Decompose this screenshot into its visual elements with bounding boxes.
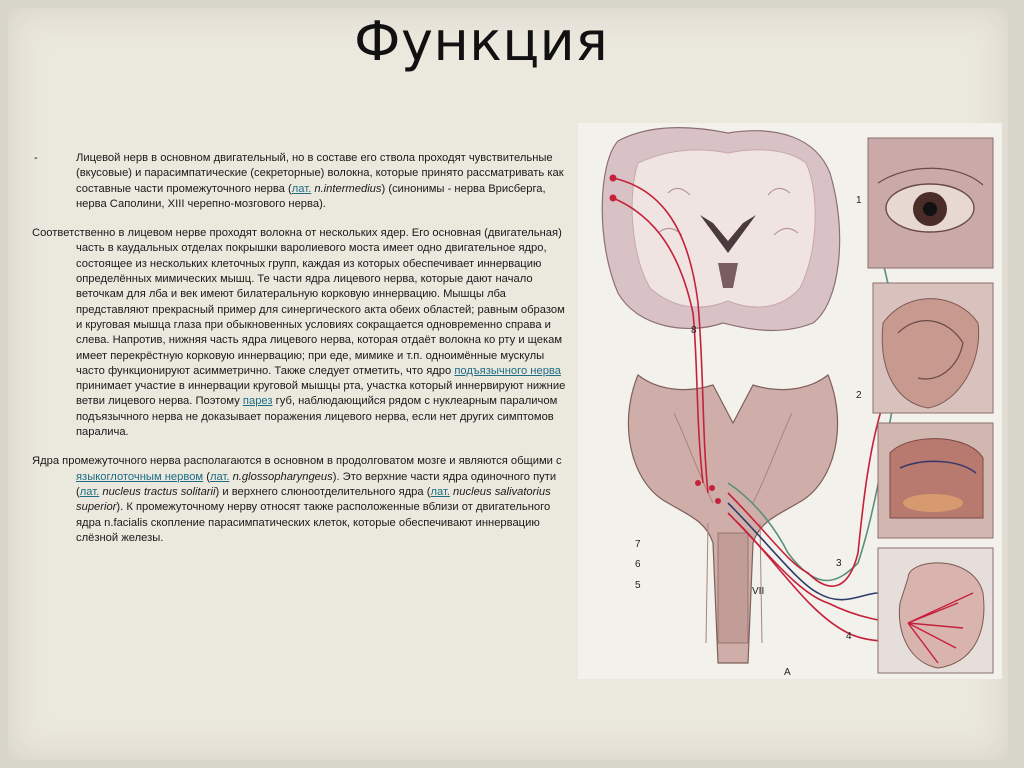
paragraph-1: - Лицевой нерв в основном двигательный, но в составе его ствола проходят чувствительные (вкусовые) и парасимпатические (секреторные) волокна, которые принято рассматривать как составные части промежуточного нерва (лат. n.intermedius) (синонимы - нерва Врисберга, нерва Саполини, XIII черепно-мозгового нерва). — [34, 152, 564, 210]
paragraph-3: Ядра промежуточного нерва располагаются в основном в продолговатом мозге и являются общими с языкоглоточным нервом (лат. n.glossopharyngeus). Это верхние части ядра одиночного пути (лат. nucleus tractus solitarii) и верхнего слюноотделительного ядра (лат. nucleus salivatorius superior). К промежуточному нерву относят также расположенные вблизи от двигательного ядра n.facialis скопление парасимпатических клеток, которые обеспечивают иннервацию слёзной железы. — [32, 455, 562, 544]
bullet: - — [34, 152, 38, 164]
label-7: 7 — [635, 539, 641, 550]
label-8: 8 — [691, 325, 697, 336]
anatomy-illustration — [578, 123, 1002, 679]
slide — [8, 8, 1008, 760]
glossopharyngeal-nerve-link[interactable]: языкоглоточным нервом — [76, 470, 204, 483]
label-3: 3 — [836, 558, 842, 569]
label-vii: VII — [752, 586, 765, 597]
body-text — [32, 151, 572, 560]
label-a: A — [784, 667, 791, 678]
eye-panel — [868, 138, 993, 268]
label-5: 5 — [635, 580, 641, 591]
lat-link[interactable]: лат. — [79, 485, 100, 498]
label-4: 4 — [846, 631, 852, 642]
lat-link[interactable]: лат. — [209, 470, 230, 483]
slide-title: Функция — [354, 10, 609, 73]
hypoglossal-nerve-link[interactable]: подъязычного нерва — [454, 364, 561, 377]
label-2: 2 — [856, 390, 862, 401]
lat-link[interactable]: лат. — [430, 485, 450, 498]
label-1: 1 — [856, 195, 862, 206]
facial-nerve-anatomy-figure — [578, 123, 1002, 679]
tongue-panel — [878, 423, 993, 538]
paresis-link[interactable]: парез — [242, 395, 273, 408]
ear-panel — [873, 283, 993, 413]
brain-section — [602, 128, 839, 331]
label-6: 6 — [635, 559, 641, 570]
paragraph-2: Соответственно в лицевом нерве проходят волокна от нескольких ядер. Его основная (двигательная) часть в каудальных отделах покрышки варолиевого моста имеет одно двигательное ядро, состоящее из нескольких клеточных групп, каждая из которых обеспечивает иннервацию определённых мимических мышц. Те части ядра лицевого нерва, которые дают начало веточкам для лба и век имеют билатеральную корковую иннервацию. Мышцы лба представляют прекрасный пример для синергического акта обеих областей; равным образом и круговая мышца глаза при обыкновенных условиях сокращается одновременно справа и слева. Напротив, нижняя часть ядра лицевого нерва, которая отдаёт волокна ко рту и щекам имеет перекрёстную корковую иннервацию; при еде, мимике и т.п. одноимённые мускулы часто функционируют асимметрично. Также следует отметить, что ядро подъязычного нерва принимает участие в иннервации круговой мышцы рта, участка который иннервируют нижние ветви лицевого нерва. Поэтому парез губ, наблюдающийся рядом с нуклеарным параличом подъязычного нерва не доказывает поражения лицевого нерва, если нет других симптомов паралича. — [32, 227, 566, 439]
lat-link[interactable]: лат. — [291, 182, 312, 195]
head-panel — [878, 548, 993, 673]
